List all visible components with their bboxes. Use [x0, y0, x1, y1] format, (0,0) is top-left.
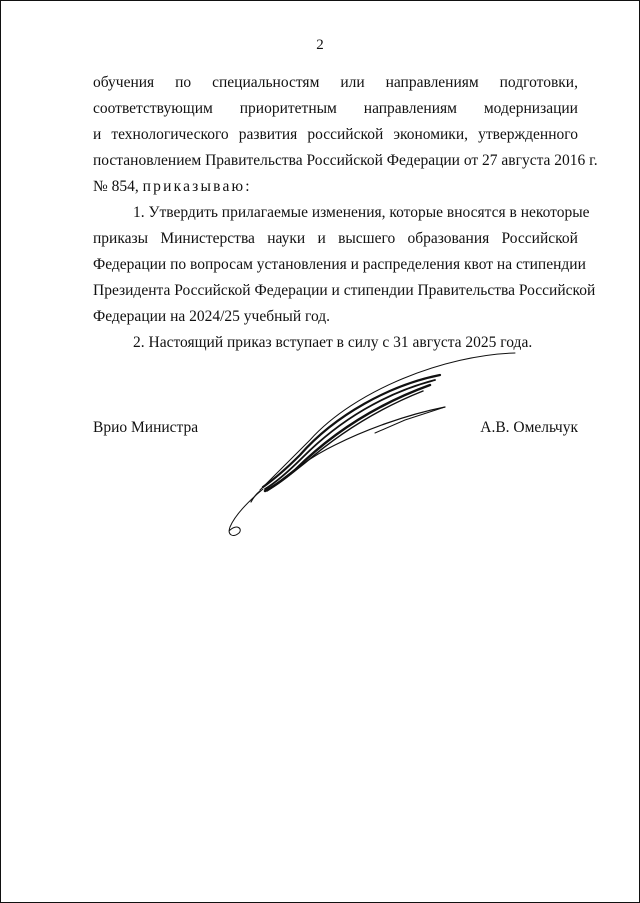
- word: технологического: [111, 126, 229, 143]
- word: соответствующим: [93, 100, 213, 117]
- word: Министерства: [160, 230, 255, 247]
- paragraph-1-line-4: постановлением Правительства Российской Федерации от 27 августа 2016 г.: [93, 152, 598, 169]
- word: направлениям: [363, 100, 457, 117]
- word: направлениям: [385, 74, 479, 91]
- word: утвержденного: [478, 126, 578, 143]
- word: развития: [238, 126, 298, 143]
- paragraph-1-line-1: [93, 74, 578, 92]
- paragraph-1-line-3: [93, 126, 578, 144]
- item-1-line-4: Президента Российской Федерации и стипендии Правительства Российской: [93, 282, 596, 299]
- item-1-line-2: [93, 230, 578, 248]
- word: приоритетным: [239, 100, 337, 117]
- signer-position: Врио Министра: [93, 419, 199, 436]
- item-1-line-1: 1. Утвердить прилагаемые изменения, которые вносятся в некоторые: [133, 204, 590, 221]
- word: подготовки,: [499, 74, 578, 91]
- word: и: [317, 230, 326, 247]
- order-keyword: приказываю:: [142, 178, 252, 195]
- item-1-line-3: Федерации по вопросам установления и распределения квот на стипендии: [93, 256, 586, 273]
- handwritten-signature: [215, 345, 525, 545]
- word: образования: [407, 230, 490, 247]
- word: российской: [307, 126, 384, 143]
- word: высшего: [338, 230, 396, 247]
- word: специальностям: [212, 74, 320, 91]
- item-1-line-5: Федерации на 2024/25 учебный год.: [93, 308, 331, 325]
- paragraph-1-line-2: [93, 100, 578, 118]
- word: или: [340, 74, 365, 91]
- word: Российской: [501, 230, 578, 247]
- word: экономики,: [393, 126, 469, 143]
- word: обучения: [93, 74, 155, 91]
- word: приказы: [93, 230, 149, 247]
- order-number: № 854,: [93, 178, 139, 195]
- item-2-line-1: 2. Настоящий приказ вступает в силу с 31 августа 2025 года.: [133, 334, 533, 351]
- word: по: [175, 74, 192, 91]
- word: науки: [267, 230, 306, 247]
- signer-name: А.В. Омельчук: [480, 419, 578, 436]
- word: и: [93, 126, 102, 143]
- paragraph-1-line-5: [93, 178, 252, 196]
- page-number: 2: [316, 37, 324, 53]
- word: модернизации: [483, 100, 578, 117]
